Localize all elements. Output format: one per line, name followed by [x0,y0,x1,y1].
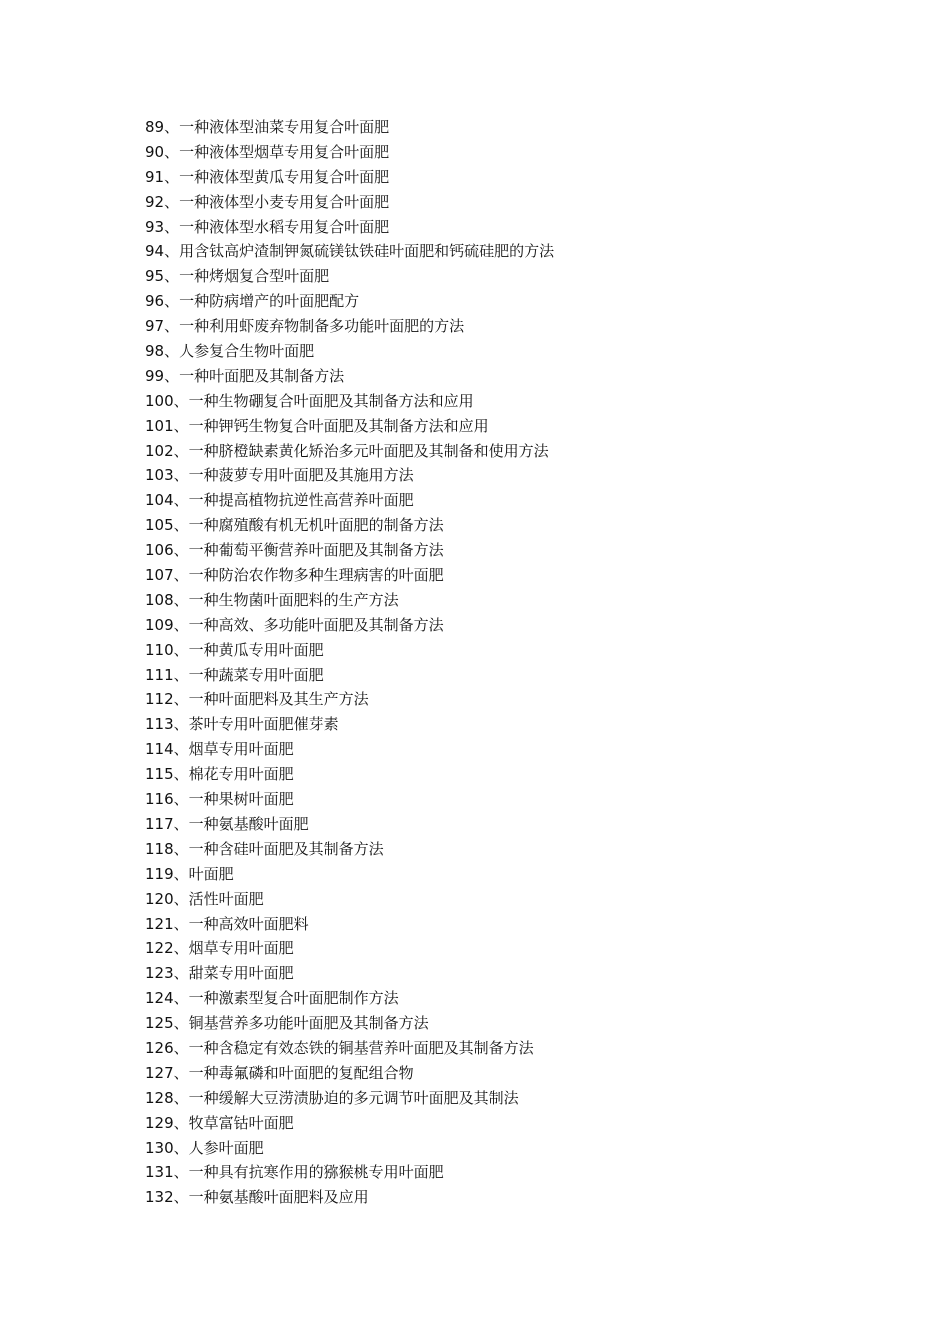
list-item: 128、一种缓解大豆涝渍胁迫的多元调节叶面肥及其制法 [145,1088,519,1107]
list-item: 122、烟草专用叶面肥 [145,939,294,958]
list-item: 131、一种具有抗寒作用的猕猴桃专用叶面肥 [145,1163,444,1182]
list-item: 123、甜菜专用叶面肥 [145,964,294,983]
list-item: 127、一种毒氟磷和叶面肥的复配组合物 [145,1063,414,1082]
list-item: 99、一种叶面肥及其制备方法 [145,366,345,385]
list-item: 96、一种防病增产的叶面肥配方 [145,292,360,311]
list-item: 98、人参复合生物叶面肥 [145,342,315,361]
list-item: 108、一种生物菌叶面肥料的生产方法 [145,590,399,609]
list-item: 118、一种含硅叶面肥及其制备方法 [145,839,384,858]
list-item: 113、茶叶专用叶面肥催芽素 [145,715,339,734]
list-item: 107、一种防治农作物多种生理病害的叶面肥 [145,566,444,585]
list-item: 94、用含钛高炉渣制钾氮硫镁钛铁硅叶面肥和钙硫硅肥的方法 [145,242,555,261]
list-item: 91、一种液体型黄瓜专用复合叶面肥 [145,167,390,186]
list-item: 110、一种黄瓜专用叶面肥 [145,640,324,659]
list-item: 119、叶面肥 [145,864,234,883]
list-item: 104、一种提高植物抗逆性高营养叶面肥 [145,491,414,510]
list-item: 111、一种蔬菜专用叶面肥 [145,665,324,684]
list-item: 90、一种液体型烟草专用复合叶面肥 [145,142,390,161]
list-item: 93、一种液体型水稻专用复合叶面肥 [145,217,390,236]
list-item: 125、铜基营养多功能叶面肥及其制备方法 [145,1014,429,1033]
list-item: 92、一种液体型小麦专用复合叶面肥 [145,192,390,211]
list-item: 130、人参叶面肥 [145,1138,264,1157]
list-item: 109、一种高效、多功能叶面肥及其制备方法 [145,615,444,634]
list-item: 117、一种氨基酸叶面肥 [145,814,309,833]
list-item: 112、一种叶面肥料及其生产方法 [145,690,369,709]
list-item: 97、一种利用虾废弃物制备多功能叶面肥的方法 [145,317,465,336]
list-item: 95、一种烤烟复合型叶面肥 [145,267,330,286]
list-item: 129、牧草富钴叶面肥 [145,1113,294,1132]
list-item: 101、一种钾钙生物复合叶面肥及其制备方法和应用 [145,416,489,435]
list-item: 124、一种激素型复合叶面肥制作方法 [145,989,399,1008]
list-item: 121、一种高效叶面肥料 [145,914,309,933]
list-item: 116、一种果树叶面肥 [145,790,294,809]
list-item: 106、一种葡萄平衡营养叶面肥及其制备方法 [145,541,444,560]
list-item: 114、烟草专用叶面肥 [145,740,294,759]
list-item: 120、活性叶面肥 [145,889,264,908]
list-item: 115、棉花专用叶面肥 [145,765,294,784]
list-item: 132、一种氨基酸叶面肥料及应用 [145,1188,369,1207]
list-item: 105、一种腐殖酸有机无机叶面肥的制备方法 [145,516,444,535]
list-item: 102、一种脐橙缺素黄化矫治多元叶面肥及其制备和使用方法 [145,441,549,460]
list-item: 100、一种生物硼复合叶面肥及其制备方法和应用 [145,391,474,410]
patent-title-list [145,115,905,1210]
list-item: 103、一种菠萝专用叶面肥及其施用方法 [145,466,414,485]
list-item: 89、一种液体型油菜专用复合叶面肥 [145,118,390,136]
list-item: 126、一种含稳定有效态铁的铜基营养叶面肥及其制备方法 [145,1038,534,1057]
